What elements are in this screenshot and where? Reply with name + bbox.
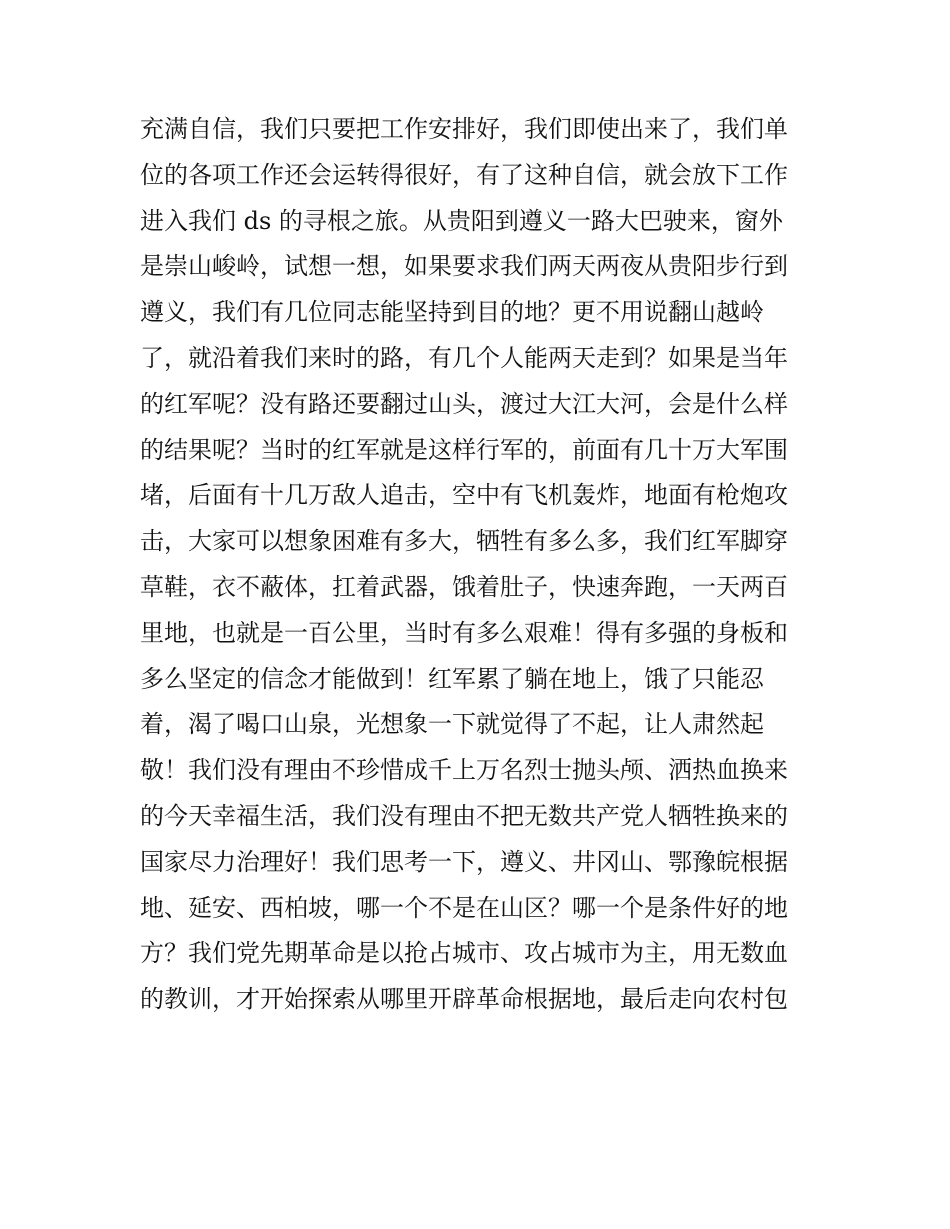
text-line: 遵义，我们有几位同志能坚持到目的地？更不用说翻山越岭 — [140, 298, 764, 327]
text-line: 充满自信，我们只要把工作安排好，我们即使出来了，我们单 — [140, 115, 788, 143]
text-line: 的今天幸福生活，我们没有理由不把无数共产党人牺牲换来的 — [140, 801, 788, 830]
text-line: 的红军呢？没有路还要翻过山头，渡过大江大河，会是什么样 — [140, 389, 788, 418]
body-text — [140, 107, 820, 1023]
text-line: 着，渴了喝口山泉，光想象一下就觉得了不起，让人肃然起 — [140, 710, 764, 739]
text-line: 是崇山峻岭，试想一想，如果要求我们两天两夜从贵阳步行到 — [140, 252, 788, 281]
text-line: 地、延安、西柏坡，哪一个不是在山区？哪一个是条件好的地 — [140, 893, 788, 922]
text-line: 了，就沿着我们来时的路，有几个人能两天走到？如果是当年 — [140, 343, 788, 372]
text-line: 草鞋，衣不蔽体，扛着武器，饿着肚子，快速奔跑，一天两百 — [140, 572, 788, 601]
text-line: 击，大家可以想象困难有多大，牺牲有多么多，我们红军脚穿 — [140, 527, 788, 556]
text-line: 多么坚定的信念才能做到！红军累了躺在地上，饿了只能忍 — [140, 664, 764, 693]
text-line: 方？我们党先期革命是以抢占城市、攻占城市为主，用无数血 — [140, 939, 788, 968]
text-line: 位的各项工作还会运转得很好，有了这种自信，就会放下工作 — [140, 160, 788, 189]
text-line: 敬！我们没有理由不珍惜成千上万名烈士抛头颅、洒热血换来 — [140, 756, 788, 785]
text-line: 进入我们 ds 的寻根之旅。从贵阳到遵义一路大巴驶来，窗外 — [140, 206, 783, 235]
text-line: 堵，后面有十几万敌人追击，空中有飞机轰炸，地面有枪炮攻 — [140, 481, 788, 510]
text-line: 国家尽力治理好！我们思考一下，遵义、井冈山、鄂豫皖根据 — [140, 847, 788, 876]
text-line: 里地，也就是一百公里，当时有多么艰难！得有多强的身板和 — [140, 618, 788, 647]
text-line: 的结果呢？当时的红军就是这样行军的，前面有几十万大军围 — [140, 435, 788, 464]
text-line: 的教训，才开始探索从哪里开辟革命根据地，最后走向农村包 — [140, 985, 788, 1014]
